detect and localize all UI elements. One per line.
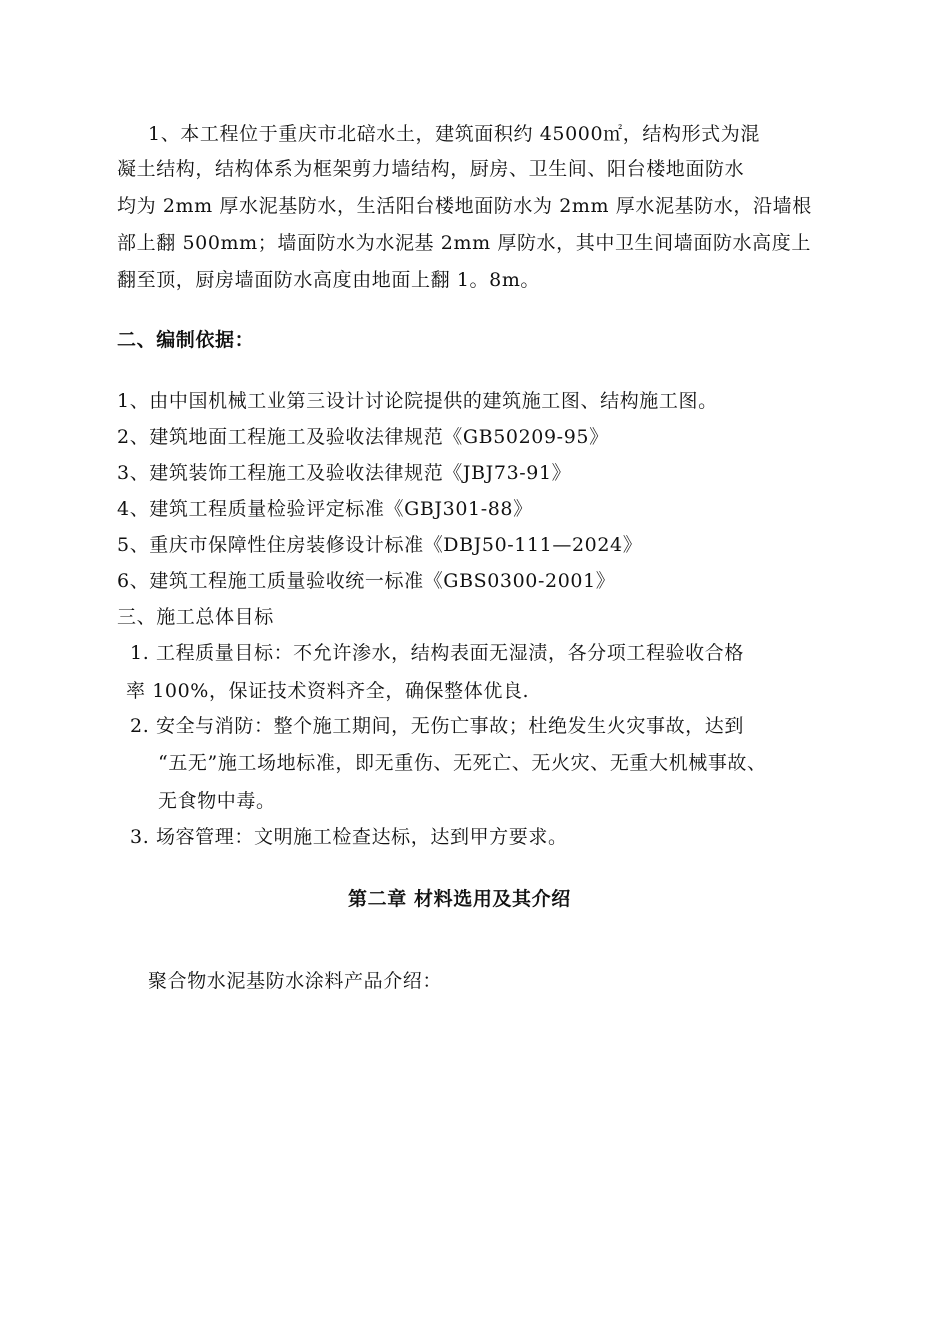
goal-line-6: 3. 场容管理：文明施工检查达标，达到甲方要求。: [130, 826, 568, 848]
overview-line-5: 翻至顶，厨房墙面防水高度由地面上翻 1。8m。: [117, 269, 541, 291]
product-intro-text: 聚合物水泥基防水涂料产品介绍：: [148, 970, 443, 992]
overview-line-1: 1、本工程位于重庆市北碚水土，建筑面积约 45000㎡，结构形式为混: [148, 123, 760, 145]
goal-line-4: “五无”施工场地标准，即无重伤、无死亡、无火灾、无重大机械事故、: [158, 752, 767, 774]
basis-item-3: 3、建筑装饰工程施工及验收法律规范《JBJ73-91》: [117, 462, 572, 484]
basis-item-1: 1、由中国机械工业第三设计讨论院提供的建筑施工图、结构施工图。: [117, 390, 718, 412]
overview-line-3: 均为 2mm 厚水泥基防水，生活阳台楼地面防水为 2mm 厚水泥基防水，沿墙根: [117, 195, 812, 217]
basis-item-2: 2、建筑地面工程施工及验收法律规范《GB50209-95》: [117, 426, 609, 448]
overview-line-2: 凝土结构，结构体系为框架剪力墙结构，厨房、卫生间、阳台楼地面防水: [117, 158, 745, 180]
basis-item-6: 6、建筑工程施工质量验收统一标准《GBS0300-2001》: [117, 570, 616, 592]
basis-item-5: 5、重庆市保障性住房装修设计标准《DBJ50-111—2024》: [117, 534, 643, 556]
overview-line-4: 部上翻 500mm；墙面防水为水泥基 2mm 厚防水，其中卫生间墙面防水高度上: [117, 232, 811, 254]
basis-item-4: 4、建筑工程质量检验评定标准《GBJ301-88》: [117, 498, 533, 520]
goal-line-2: 率 100%，保证技术资料齐全，确保整体优良.: [126, 680, 530, 702]
chapter-title: 第二章 材料选用及其介绍: [348, 888, 571, 910]
goals-heading: 三、施工总体目标: [117, 606, 274, 628]
goal-line-1: 1. 工程质量目标：不允许渗水，结构表面无湿渍，各分项工程验收合格: [130, 642, 744, 664]
goal-line-5: 无食物中毒。: [158, 790, 276, 812]
goal-line-3: 2. 安全与消防：整个施工期间，无伤亡事故；杜绝发生火灾事故，达到: [130, 715, 744, 737]
basis-heading: 二、编制依据：: [117, 329, 255, 351]
